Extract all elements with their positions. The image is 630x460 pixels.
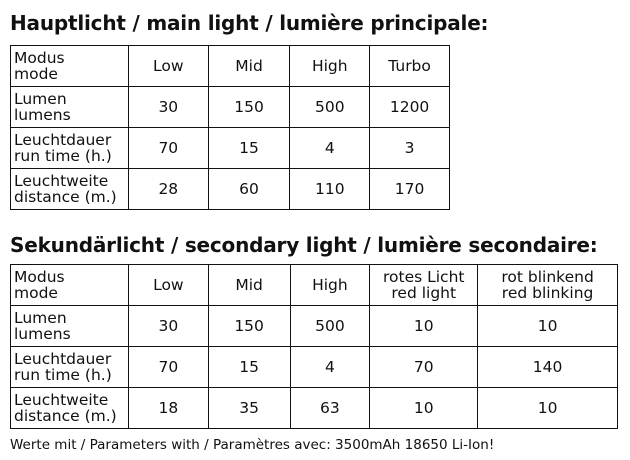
table-cell: 70 — [370, 347, 478, 388]
table-cell: 4 — [290, 347, 370, 388]
table-row-lumens — [11, 87, 450, 128]
column-header-high: High — [290, 265, 370, 306]
row-header-run-time — [11, 347, 129, 388]
row-header-label-de: Leuchtdauer — [14, 131, 112, 149]
table-cell: 30 — [128, 87, 208, 128]
table-header-row — [11, 46, 450, 87]
row-header-label-en: mode — [14, 65, 58, 83]
table-cell: 10 — [478, 388, 618, 429]
row-header-label-de: Leuchtweite — [14, 391, 109, 409]
column-header-low: Low — [128, 46, 208, 87]
table-cell: 10 — [370, 388, 478, 429]
table-cell: 500 — [290, 87, 370, 128]
secondary-light-table — [10, 264, 618, 429]
table-cell: 63 — [290, 388, 370, 429]
table-cell: 3 — [370, 128, 450, 169]
row-header-mode — [11, 265, 129, 306]
table-cell: 28 — [128, 169, 208, 210]
column-header-low: Low — [128, 265, 208, 306]
table-cell: 150 — [208, 306, 290, 347]
table-cell: 140 — [478, 347, 618, 388]
row-header-label-en: lumens — [14, 325, 71, 343]
table-cell: 4 — [290, 128, 370, 169]
column-header-label-en: red light — [391, 284, 457, 302]
row-header-label-de: Lumen — [14, 90, 67, 108]
battery-footnote: Werte mit / Parameters with / Paramètres avec: 3500mAh 18650 Li-Ion! — [10, 437, 495, 453]
secondary-light-title: Sekundärlicht / secondary light / lumière secondaire: — [10, 233, 598, 257]
row-header-label-en: mode — [14, 284, 58, 302]
table-cell: 110 — [290, 169, 370, 210]
table-cell: 35 — [208, 388, 290, 429]
row-header-lumens — [11, 306, 129, 347]
row-header-distance — [11, 388, 129, 429]
table-cell: 1200 — [370, 87, 450, 128]
column-header-label-de: rotes Licht — [382, 268, 465, 286]
table-header-row — [11, 265, 618, 306]
row-header-label-en: lumens — [14, 106, 71, 124]
table-cell: 18 — [128, 388, 208, 429]
column-header-red-blinking — [478, 265, 618, 306]
row-header-lumens — [11, 87, 129, 128]
table-row-lumens — [11, 306, 618, 347]
row-header-label-de: Leuchtweite — [14, 172, 109, 190]
row-header-mode — [11, 46, 129, 87]
column-header-high: High — [290, 46, 370, 87]
table-cell: 500 — [290, 306, 370, 347]
main-light-title: Hauptlicht / main light / lumière principale: — [10, 11, 489, 35]
table-cell: 15 — [208, 347, 290, 388]
table-cell: 10 — [478, 306, 618, 347]
row-header-label-en: distance (m.) — [14, 188, 117, 206]
column-header-turbo: Turbo — [370, 46, 450, 87]
row-header-label-de: Modus — [14, 49, 65, 67]
row-header-label-de: Leuchtdauer — [14, 350, 112, 368]
column-header-label-en: red blinking — [501, 284, 594, 302]
row-header-label-de: Modus — [14, 268, 65, 286]
row-header-label-en: distance (m.) — [14, 407, 117, 425]
column-header-mid: Mid — [208, 46, 290, 87]
row-header-distance — [11, 169, 129, 210]
table-cell: 70 — [128, 128, 208, 169]
table-cell: 170 — [370, 169, 450, 210]
row-header-label-en: run time (h.) — [14, 366, 112, 384]
table-row-distance — [11, 388, 618, 429]
table-row-run-time — [11, 347, 618, 388]
table-cell: 70 — [128, 347, 208, 388]
row-header-label-en: run time (h.) — [14, 147, 112, 165]
table-row-run-time — [11, 128, 450, 169]
main-light-table — [10, 45, 450, 210]
column-header-label-de: rot blinkend — [501, 268, 594, 286]
table-cell: 10 — [370, 306, 478, 347]
column-header-red-light — [370, 265, 478, 306]
table-cell: 150 — [208, 87, 290, 128]
table-row-distance — [11, 169, 450, 210]
row-header-run-time — [11, 128, 129, 169]
table-cell: 30 — [128, 306, 208, 347]
column-header-mid: Mid — [208, 265, 290, 306]
table-cell: 15 — [208, 128, 290, 169]
table-cell: 60 — [208, 169, 290, 210]
row-header-label-de: Lumen — [14, 309, 67, 327]
